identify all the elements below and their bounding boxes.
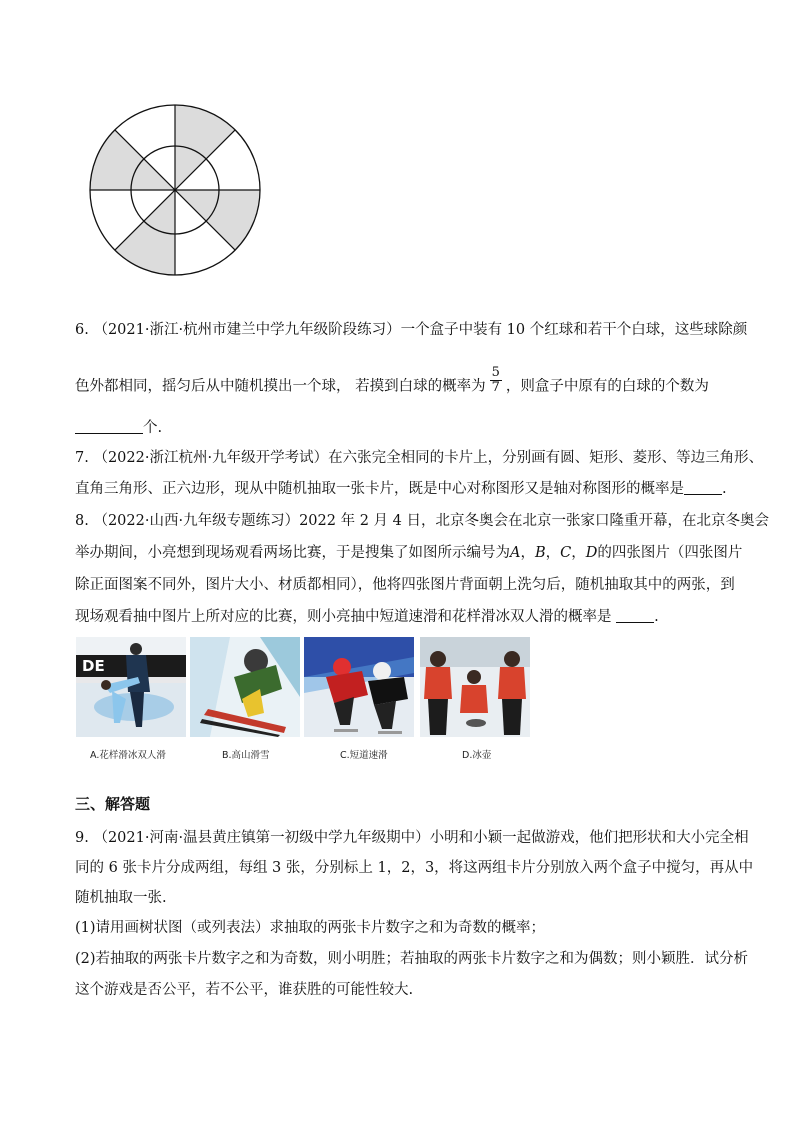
section-heading: 三、解答题: [75, 795, 151, 813]
question-source: （2022·山西·九年级专题练习）: [93, 513, 300, 529]
question-text: 除正面图案不同外，图片大小、材质都相同），他将四张图片背面朝上洗匀后，随机抽取其中的两张，到: [75, 577, 735, 593]
answer-blank: [75, 419, 143, 434]
question-text: (1)请用画树状图（或列表法）求抽取的两张卡片数字之和为奇数的概率；: [75, 920, 546, 936]
photo-alpine-skiing: [190, 637, 300, 737]
question-text: 2022 年 2 月 4 日，北京冬奥会在北京一张家口隆重开幕，在北京冬奥会: [299, 513, 769, 529]
q8-line-2: 举办期间，小亮想到现场观看两场比赛，于是搜集了如图所示编号为A，B，C，D的四张图片（四张图片: [75, 545, 743, 561]
caption-b: B.高山滑雪: [222, 750, 270, 761]
q6-line-3: 个.: [75, 418, 162, 438]
question-source: （2021·河南·温县黄庄镇第一初级中学九年级期中）: [93, 830, 430, 846]
question-number: 9.: [75, 830, 89, 846]
q7-line-2: 直角三角形、正六边形，现从中随机抽取一张卡片，既是中心对称图形又是轴对称图形的概率是 .: [75, 481, 727, 497]
caption-c: C.短道速滑: [340, 750, 388, 761]
photo-figure-skating-pairs: [76, 637, 186, 737]
question-text: 色外都相同，摇匀后从中随机摸出一个球， 若摸到白球的概率为: [75, 378, 486, 395]
q7-line-1: [75, 448, 763, 468]
photo-curling: [420, 637, 530, 737]
question-source: （2021·浙江·杭州市建兰中学九年级阶段练习）: [93, 322, 401, 338]
question-text: 随机抽取一张.: [75, 890, 167, 906]
question-text: 直角三角形、正六边形，现从中随机抽取一张卡片，既是中心对称图形又是轴对称图形的概率是: [75, 481, 684, 497]
answer-blank: [616, 608, 654, 623]
q9-part-2-line-1: [75, 949, 748, 969]
caption-a: A.花样滑冰双人滑: [90, 750, 166, 761]
q9-line-3: [75, 888, 167, 908]
q8-line-4: 现场观看抽中图片上所对应的比赛，则小亮抽中短道速滑和花样滑冰双人滑的概率是 .: [75, 609, 659, 625]
question-text: (2)若抽取的两张卡片数字之和为奇数，则小明胜；若抽取的两张卡片数字之和为偶数；则小颖胜．试分析: [75, 951, 749, 967]
svg-text:DE: DE: [82, 657, 105, 675]
question-text: 这个游戏是否公平，若不公平，谁获胜的可能性较大.: [75, 982, 414, 998]
answer-blank: [684, 480, 722, 495]
q9-line-2: [75, 858, 753, 878]
question-text: 一个盒子中装有 10 个红球和若干个白球，这些球除颜: [400, 322, 748, 338]
q8-line-3: [75, 575, 735, 595]
q9-line-1: [75, 828, 749, 848]
question-number: 7.: [75, 450, 89, 466]
fraction-five-sevenths: $\frac{5}{7}$: [491, 365, 500, 395]
question-text: 现场观看抽中图片上所对应的比赛，则小亮抽中短道速滑和花样滑冰双人滑的概率是: [75, 609, 612, 625]
q8-line-1: [75, 511, 769, 531]
question-number: 6.: [75, 322, 89, 338]
q6-line-1: [75, 320, 747, 340]
caption-d: D.冰壶: [462, 750, 492, 761]
question-text: 小明和小颖一起做游戏，他们把形状和大小完全相: [429, 830, 749, 846]
question-text: ，则盒子中原有的白球的个数为: [505, 378, 709, 395]
question-text: 的四张图片（四张图片: [597, 545, 743, 561]
sector-circle-figure: [85, 100, 265, 280]
question-number: 8.: [75, 513, 89, 529]
question-text: 在六张完全相同的卡片上，分别画有圆、矩形、菱形、等边三角形、: [328, 450, 764, 466]
q6-line-2: [75, 365, 709, 401]
photo-short-track-speed-skating: [304, 637, 414, 737]
question-source: （2022·浙江杭州·九年级开学考试）: [93, 450, 329, 466]
question-text: 同的 6 张卡片分成两组，每组 3 张，分别标上 1，2，3，将这两组卡片分别放入两个盒子中搅匀，再从中: [75, 860, 754, 876]
q9-part-1: [75, 918, 545, 938]
question-text: 举办期间，小亮想到现场观看两场比赛，于是搜集了如图所示编号为: [75, 545, 510, 561]
q9-part-2-line-2: [75, 980, 413, 1000]
